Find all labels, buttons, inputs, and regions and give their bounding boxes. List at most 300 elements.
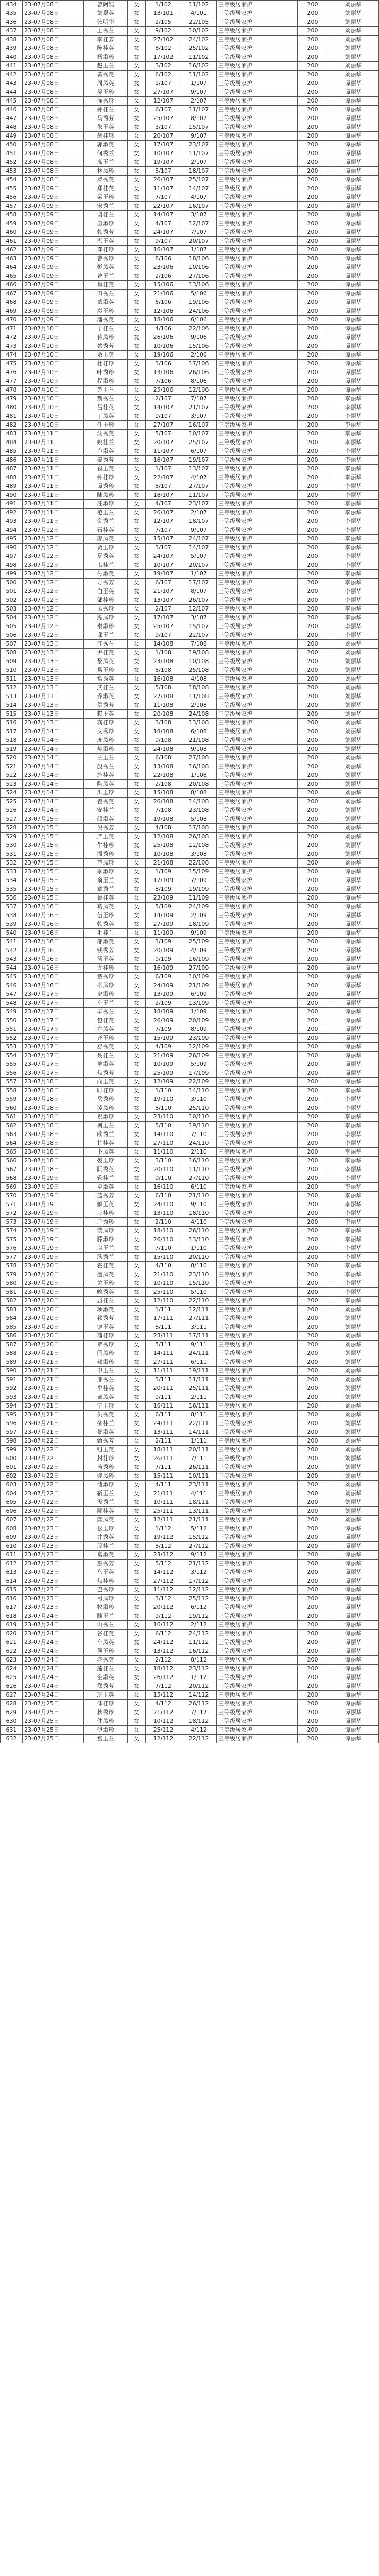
row-field-b: 10/109 xyxy=(181,973,217,981)
row-sex: 女 xyxy=(128,1192,146,1200)
row-field-b: 17/112 xyxy=(181,1577,217,1586)
row-description: 三等级居家护 xyxy=(217,596,298,605)
row-number: 480 xyxy=(1,403,23,412)
row-staff: 刘丽华 xyxy=(328,1314,379,1323)
row-name: 庞凤珍 xyxy=(84,736,128,745)
row-field-b: 25/108 xyxy=(181,666,217,675)
row-amount: 200 xyxy=(298,1253,328,1262)
row-date: 23-07月19日 xyxy=(23,1200,84,1209)
row-name: 丁凤英 xyxy=(84,412,128,421)
row-field-a: 16/107 xyxy=(146,456,181,465)
row-date: 23-07月13日 xyxy=(23,684,84,692)
row-sex: 女 xyxy=(128,833,146,841)
row-date: 23-07月19日 xyxy=(23,1218,84,1227)
row-date: 23-07月09日 xyxy=(23,193,84,202)
row-field-a: 20/108 xyxy=(146,710,181,719)
row-field-a: 16/111 xyxy=(146,1402,181,1411)
row-field-a: 6/111 xyxy=(146,1411,181,1419)
row-field-b: 4/109 xyxy=(181,946,217,955)
row-description: 三等级居家护 xyxy=(217,631,298,640)
row-field-a: 26/107 xyxy=(146,509,181,517)
row-field-a: 3/109 xyxy=(146,938,181,946)
row-description: 三等级居家护 xyxy=(217,1367,298,1376)
row-amount: 200 xyxy=(298,596,328,605)
row-name: 范玉兰 xyxy=(84,509,128,517)
row-field-a: 10/109 xyxy=(146,1060,181,1069)
row-date: 23-07月23日 xyxy=(23,1586,84,1595)
row-staff: 李丽华 xyxy=(328,1157,379,1165)
row-field-a: 23/106 xyxy=(146,263,181,272)
row-field-b: 16/111 xyxy=(181,1402,217,1411)
row-date: 23-07月08日 xyxy=(23,167,84,176)
row-field-a: 18/109 xyxy=(146,1008,181,1016)
row-amount: 200 xyxy=(298,981,328,990)
row-description: 三等级居家护 xyxy=(217,509,298,517)
table-row xyxy=(1,255,379,263)
row-sex: 女 xyxy=(128,1113,146,1122)
row-date: 23-07月10日 xyxy=(23,386,84,395)
table-row xyxy=(1,333,379,342)
row-description: 三等级居家护 xyxy=(217,1524,298,1533)
row-field-b: 1/107 xyxy=(181,570,217,579)
row-field-a: 9/107 xyxy=(146,631,181,640)
row-field-a: 15/111 xyxy=(146,1472,181,1481)
row-amount: 200 xyxy=(298,964,328,973)
row-date: 23-07月13日 xyxy=(23,649,84,657)
row-date: 23-07月20日 xyxy=(23,1332,84,1341)
row-field-a: 3/110 xyxy=(146,1157,181,1165)
row-field-a: 9/109 xyxy=(146,955,181,964)
table-row xyxy=(1,1717,379,1726)
row-sex: 女 xyxy=(128,1551,146,1560)
row-number: 532 xyxy=(1,859,23,868)
row-sex: 女 xyxy=(128,307,146,316)
table-row xyxy=(1,1174,379,1183)
row-staff: 李丽华 xyxy=(328,1297,379,1306)
row-description: 三等级居家护 xyxy=(217,9,298,18)
row-name: 孙桂兰 xyxy=(84,106,128,114)
row-number: 434 xyxy=(1,1,23,9)
row-sex: 女 xyxy=(128,1656,146,1665)
row-sex: 女 xyxy=(128,1078,146,1087)
row-field-b: 16/107 xyxy=(181,202,217,211)
row-amount: 200 xyxy=(298,491,328,500)
row-amount: 200 xyxy=(298,605,328,614)
table-row xyxy=(1,1314,379,1323)
row-field-b: 19/110 xyxy=(181,1122,217,1130)
row-description: 三等级居家护 xyxy=(217,1078,298,1087)
row-field-a: 7/108 xyxy=(146,806,181,815)
row-staff: 谭丽华 xyxy=(328,202,379,211)
row-field-a: 12/110 xyxy=(146,1297,181,1306)
row-amount: 200 xyxy=(298,526,328,535)
row-date: 23-07月23日 xyxy=(23,1577,84,1586)
row-name: 韦桂兰 xyxy=(84,561,128,570)
row-description: 三等级居家护 xyxy=(217,1270,298,1279)
row-sex: 女 xyxy=(128,1297,146,1306)
table-row xyxy=(1,894,379,903)
table-row xyxy=(1,1586,379,1595)
row-name: 羿凤珍 xyxy=(84,1472,128,1481)
row-amount: 200 xyxy=(298,911,328,920)
row-field-b: 21/109 xyxy=(181,981,217,990)
table-row xyxy=(1,290,379,298)
row-description: 三等级居家护 xyxy=(217,1498,298,1507)
table-row xyxy=(1,307,379,316)
row-sex: 女 xyxy=(128,684,146,692)
row-staff: 刘丽华 xyxy=(328,1367,379,1376)
table-row xyxy=(1,815,379,824)
row-field-b: 27/107 xyxy=(181,482,217,491)
row-name: 贺秀芳 xyxy=(84,701,128,710)
table-row xyxy=(1,71,379,79)
row-staff: 李丽华 xyxy=(328,570,379,579)
row-amount: 200 xyxy=(298,395,328,403)
row-number: 543 xyxy=(1,955,23,964)
row-description: 三等级居家护 xyxy=(217,833,298,841)
row-number: 546 xyxy=(1,981,23,990)
row-name: 陈桂英 xyxy=(84,44,128,53)
table-row xyxy=(1,263,379,272)
row-description: 三等级居家护 xyxy=(217,1612,298,1621)
row-description: 三等级居家护 xyxy=(217,219,298,228)
row-sex: 女 xyxy=(128,500,146,509)
row-date: 23-07月09日 xyxy=(23,290,84,298)
row-field-a: 15/108 xyxy=(146,789,181,798)
row-sex: 女 xyxy=(128,1708,146,1717)
row-field-b: 1/110 xyxy=(181,1244,217,1253)
row-sex: 女 xyxy=(128,675,146,684)
row-field-a: 24/107 xyxy=(146,552,181,561)
row-name: 应桂珍 xyxy=(84,1209,128,1218)
row-date: 23-07月08日 xyxy=(23,62,84,71)
row-field-a: 21/111 xyxy=(146,1489,181,1498)
row-staff: 谭丽华 xyxy=(328,114,379,123)
row-field-b: 10/106 xyxy=(181,263,217,272)
row-date: 23-07月13日 xyxy=(23,692,84,701)
row-name: 祝淑珍 xyxy=(84,1113,128,1122)
row-staff: 刘丽华 xyxy=(328,684,379,692)
row-name: 汲秀兰 xyxy=(84,1498,128,1507)
row-number: 502 xyxy=(1,596,23,605)
row-field-a: 8/108 xyxy=(146,666,181,675)
row-staff: 李丽华 xyxy=(328,500,379,509)
row-field-a: 4/109 xyxy=(146,1043,181,1052)
row-amount: 200 xyxy=(298,193,328,202)
row-field-a: 8/106 xyxy=(146,255,181,263)
row-amount: 200 xyxy=(298,1113,328,1122)
row-name: 房玉兰 xyxy=(84,1244,128,1253)
table-row xyxy=(1,298,379,307)
row-staff: 李丽华 xyxy=(328,1113,379,1122)
row-field-b: 16/110 xyxy=(181,1157,217,1165)
row-field-a: 13/112 xyxy=(146,1647,181,1656)
row-sex: 女 xyxy=(128,1673,146,1682)
row-number: 573 xyxy=(1,1218,23,1227)
row-field-b: 12/109 xyxy=(181,1043,217,1052)
row-field-a: 1/108 xyxy=(146,649,181,657)
row-description: 三等级居家护 xyxy=(217,412,298,421)
row-number: 549 xyxy=(1,1008,23,1016)
row-field-a: 26/106 xyxy=(146,333,181,342)
row-amount: 200 xyxy=(298,377,328,386)
row-sex: 女 xyxy=(128,544,146,552)
row-field-b: 8/111 xyxy=(181,1411,217,1419)
row-field-a: 5/107 xyxy=(146,167,181,176)
row-field-a: 27/110 xyxy=(146,1139,181,1148)
row-field-a: 7/110 xyxy=(146,1244,181,1253)
row-name: 田秀兰 xyxy=(84,290,128,298)
row-number: 564 xyxy=(1,1139,23,1148)
row-sex: 女 xyxy=(128,1498,146,1507)
row-field-b: 12/112 xyxy=(181,1586,217,1595)
row-description: 三等级居家护 xyxy=(217,290,298,298)
table-row xyxy=(1,1454,379,1463)
row-name: 宋秀兰 xyxy=(84,202,128,211)
row-date: 23-07月09日 xyxy=(23,307,84,316)
row-name: 项淑英 xyxy=(84,1306,128,1314)
row-description: 三等级居家护 xyxy=(217,911,298,920)
row-number: 603 xyxy=(1,1481,23,1489)
row-number: 449 xyxy=(1,132,23,141)
row-name: 杜桂珍 xyxy=(84,360,128,368)
row-number: 572 xyxy=(1,1209,23,1218)
row-name: 严玉英 xyxy=(84,833,128,841)
row-field-b: 14/108 xyxy=(181,798,217,806)
row-staff: 谭丽华 xyxy=(328,106,379,114)
row-sex: 女 xyxy=(128,176,146,184)
row-amount: 200 xyxy=(298,351,328,360)
row-sex: 女 xyxy=(128,1533,146,1542)
row-name: 卢淑英 xyxy=(84,447,128,456)
table-row xyxy=(1,1139,379,1148)
row-number: 596 xyxy=(1,1419,23,1428)
row-amount: 200 xyxy=(298,412,328,421)
table-row xyxy=(1,1621,379,1630)
table-row xyxy=(1,1122,379,1130)
row-field-b: 27/106 xyxy=(181,272,217,281)
row-number: 524 xyxy=(1,789,23,798)
row-description: 三等级居家护 xyxy=(217,841,298,850)
row-sex: 女 xyxy=(128,377,146,386)
row-amount: 200 xyxy=(298,806,328,815)
row-number: 443 xyxy=(1,79,23,88)
row-field-a: 24/109 xyxy=(146,981,181,990)
row-staff: 李丽华 xyxy=(328,1209,379,1218)
row-amount: 200 xyxy=(298,1078,328,1087)
row-number: 541 xyxy=(1,938,23,946)
row-staff: 刘丽华 xyxy=(328,762,379,771)
row-date: 23-07月15日 xyxy=(23,841,84,850)
row-field-b: 19/112 xyxy=(181,1612,217,1621)
row-description: 三等级居家护 xyxy=(217,1218,298,1227)
row-sex: 女 xyxy=(128,9,146,18)
table-row xyxy=(1,1735,379,1743)
row-sex: 女 xyxy=(128,368,146,377)
row-field-b: 25/107 xyxy=(181,176,217,184)
row-field-b: 19/109 xyxy=(181,885,217,894)
row-name: 章秀兰 xyxy=(84,885,128,894)
row-description: 三等级居家护 xyxy=(217,1227,298,1235)
row-field-b: 1/108 xyxy=(181,771,217,780)
row-field-b: 10/102 xyxy=(181,27,217,36)
row-amount: 200 xyxy=(298,202,328,211)
row-field-a: 21/110 xyxy=(146,1270,181,1279)
row-field-b: 17/107 xyxy=(181,579,217,587)
row-name: 温秀珍 xyxy=(84,850,128,859)
row-date: 23-07月24日 xyxy=(23,1682,84,1691)
row-field-a: 8/110 xyxy=(146,1104,181,1113)
row-date: 23-07月10日 xyxy=(23,333,84,342)
row-date: 23-07月12日 xyxy=(23,622,84,631)
row-description: 三等级居家护 xyxy=(217,1419,298,1428)
row-date: 23-07月17日 xyxy=(23,990,84,999)
row-staff: 刘丽华 xyxy=(328,44,379,53)
row-description: 三等级居家护 xyxy=(217,999,298,1008)
row-sex: 女 xyxy=(128,1148,146,1157)
table-row xyxy=(1,228,379,237)
row-amount: 200 xyxy=(298,325,328,333)
row-name: 钟桂珍 xyxy=(84,473,128,482)
row-amount: 200 xyxy=(298,1376,328,1384)
row-amount: 200 xyxy=(298,876,328,885)
row-amount: 200 xyxy=(298,570,328,579)
row-field-b: 12/107 xyxy=(181,219,217,228)
row-description: 三等级居家护 xyxy=(217,1691,298,1700)
row-sex: 女 xyxy=(128,1157,146,1165)
row-name: 滕淑珍 xyxy=(84,1235,128,1244)
row-sex: 女 xyxy=(128,1568,146,1577)
row-amount: 200 xyxy=(298,850,328,859)
row-name: 聂桂兰 xyxy=(84,1052,128,1060)
row-date: 23-07月25日 xyxy=(23,1708,84,1717)
row-field-b: 2/107 xyxy=(181,158,217,167)
row-sex: 女 xyxy=(128,36,146,44)
row-staff: 刘丽华 xyxy=(328,798,379,806)
row-sex: 女 xyxy=(128,1323,146,1332)
row-amount: 200 xyxy=(298,517,328,526)
row-field-b: 4/111 xyxy=(181,1489,217,1498)
row-field-b: 5/107 xyxy=(181,552,217,561)
row-date: 23-07月10日 xyxy=(23,368,84,377)
row-field-b: 22/110 xyxy=(181,1297,217,1306)
row-description: 三等级居家护 xyxy=(217,938,298,946)
row-sex: 女 xyxy=(128,114,146,123)
row-field-b: 9/109 xyxy=(181,929,217,938)
row-name: 赖玉英 xyxy=(84,710,128,719)
row-number: 500 xyxy=(1,579,23,587)
row-date: 23-07月10日 xyxy=(23,412,84,421)
table-row xyxy=(1,1656,379,1665)
row-field-b: 25/109 xyxy=(181,938,217,946)
row-amount: 200 xyxy=(298,228,328,237)
row-description: 三等级居家护 xyxy=(217,824,298,833)
row-number: 477 xyxy=(1,377,23,386)
row-staff: 谭丽华 xyxy=(328,1069,379,1078)
row-sex: 女 xyxy=(128,1235,146,1244)
row-date: 23-07月21日 xyxy=(23,1376,84,1384)
row-name: 王秀兰 xyxy=(84,27,128,36)
row-field-a: 3/106 xyxy=(146,360,181,368)
row-staff: 谭丽华 xyxy=(328,1665,379,1673)
row-date: 23-07月18日 xyxy=(23,1165,84,1174)
row-staff: 谭丽华 xyxy=(328,79,379,88)
row-amount: 200 xyxy=(298,1393,328,1402)
row-field-a: 16/107 xyxy=(146,246,181,255)
row-description: 三等级居家护 xyxy=(217,762,298,771)
table-row xyxy=(1,18,379,27)
row-number: 440 xyxy=(1,53,23,62)
row-field-a: 4/107 xyxy=(146,500,181,509)
row-field-b: 20/107 xyxy=(181,237,217,246)
row-field-a: 9/107 xyxy=(146,237,181,246)
row-date: 23-07月08日 xyxy=(23,88,84,97)
row-field-b: 26/109 xyxy=(181,1052,217,1060)
row-amount: 200 xyxy=(298,1700,328,1708)
row-number: 557 xyxy=(1,1078,23,1087)
row-sex: 女 xyxy=(128,123,146,132)
row-date: 23-07月21日 xyxy=(23,1384,84,1393)
row-description: 三等级居家护 xyxy=(217,1244,298,1253)
row-date: 23-07月22日 xyxy=(23,1463,84,1472)
row-name: 金秀兰 xyxy=(84,517,128,526)
table-row xyxy=(1,1393,379,1402)
row-field-a: 26/111 xyxy=(146,1454,181,1463)
row-staff: 刘丽华 xyxy=(328,1463,379,1472)
row-sex: 女 xyxy=(128,736,146,745)
row-sex: 女 xyxy=(128,1025,146,1034)
row-staff: 李丽华 xyxy=(328,561,379,570)
row-staff: 谭丽华 xyxy=(328,1656,379,1665)
row-description: 三等级居家护 xyxy=(217,1463,298,1472)
row-field-b: 10/111 xyxy=(181,1472,217,1481)
row-sex: 女 xyxy=(128,587,146,596)
row-amount: 200 xyxy=(298,456,328,465)
row-date: 23-07月23日 xyxy=(23,1533,84,1542)
row-staff: 刘丽华 xyxy=(328,833,379,841)
row-field-b: 11/107 xyxy=(181,491,217,500)
row-date: 23-07月13日 xyxy=(23,710,84,719)
row-amount: 200 xyxy=(298,684,328,692)
row-sex: 女 xyxy=(128,1726,146,1735)
row-field-a: 23/109 xyxy=(146,894,181,903)
table-row xyxy=(1,526,379,535)
row-field-a: 26/112 xyxy=(146,1673,181,1682)
row-sex: 女 xyxy=(128,193,146,202)
row-number: 538 xyxy=(1,911,23,920)
row-name: 牛桂珍 xyxy=(84,841,128,850)
row-field-b: 7/111 xyxy=(181,1454,217,1463)
row-date: 23-07月16日 xyxy=(23,946,84,955)
row-field-b: 23/109 xyxy=(181,1034,217,1043)
table-row xyxy=(1,701,379,710)
row-number: 551 xyxy=(1,1025,23,1034)
row-field-b: 18/112 xyxy=(181,1717,217,1726)
row-amount: 200 xyxy=(298,1638,328,1647)
table-row xyxy=(1,88,379,97)
table-row xyxy=(1,1472,379,1481)
row-sex: 女 xyxy=(128,1577,146,1586)
row-date: 23-07月12日 xyxy=(23,596,84,605)
row-description: 三等级居家护 xyxy=(217,473,298,482)
row-field-a: 11/111 xyxy=(146,1367,181,1376)
row-description: 三等级居家护 xyxy=(217,990,298,999)
table-row xyxy=(1,570,379,579)
row-amount: 200 xyxy=(298,1122,328,1130)
row-description: 三等级居家护 xyxy=(217,114,298,123)
row-field-a: 17/107 xyxy=(146,141,181,149)
row-description: 三等级居家护 xyxy=(217,1034,298,1043)
